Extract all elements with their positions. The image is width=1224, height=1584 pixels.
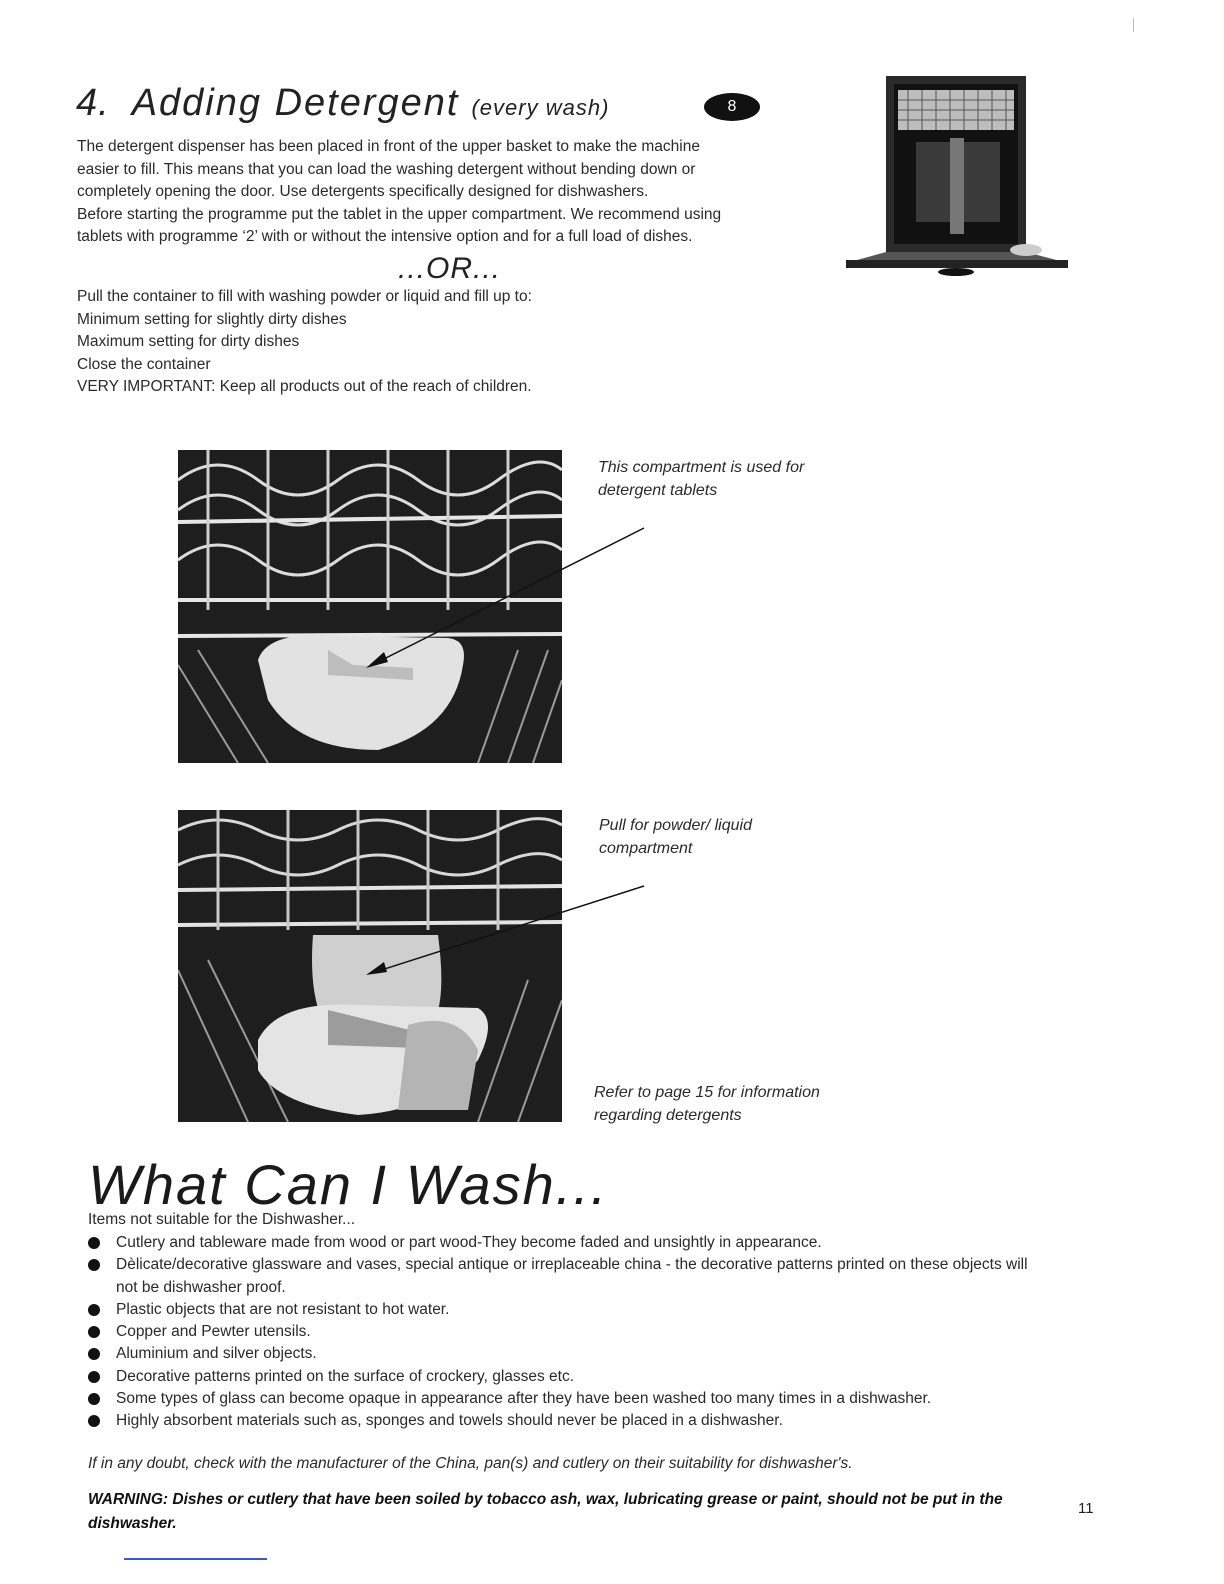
list-item — [88, 1410, 1048, 1432]
warning-text: WARNING: Dishes or cutlery that have been soiled by tobacco ash, wax, lubricating grease or paint, should not be put in the dishwasher. — [88, 1491, 1003, 1532]
list-item — [88, 1232, 1048, 1254]
list-item — [88, 1366, 1048, 1388]
refer-caption — [594, 1081, 820, 1127]
powder-line: Minimum setting for slightly dirty dishes — [77, 310, 347, 328]
bullet-dot — [88, 1326, 100, 1338]
powder-caption-line: Pull for powder/ liquid — [599, 817, 752, 834]
or-separator: ...OR... — [398, 252, 502, 285]
list-item — [88, 1254, 1048, 1299]
list-item — [88, 1299, 1048, 1321]
bullet-dot — [88, 1304, 100, 1316]
tablet-caption — [598, 456, 804, 502]
tablet-caption-line: detergent tablets — [598, 482, 718, 499]
list-item — [88, 1343, 1048, 1365]
footer-rule — [124, 1558, 267, 1560]
section-subtitle: (every wash) — [471, 95, 610, 120]
powder-line: Maximum setting for dirty dishes — [77, 333, 300, 350]
unsuitable-items-list — [88, 1232, 1048, 1433]
wash-intro: Items not suitable for the Dishwasher... — [88, 1211, 356, 1228]
tablet-caption-line: This compartment is used for — [598, 459, 805, 476]
list-item-text: Plastic objects that are not resistant to hot water. — [116, 1300, 450, 1318]
powder-line: Pull the container to fill with washing powder or liquid and fill up to: — [77, 288, 532, 305]
list-item-text: Some types of glass can become opaque in appearance after they have been washed too many times in a dishwasher. — [116, 1390, 932, 1408]
intro-line: Before starting the programme put the tablet in the upper compartment. We recommend using — [77, 205, 722, 223]
tablet-arrow-line — [372, 528, 644, 665]
doubt-note: If in any doubt, check with the manufacturer of the China, pan(s) and cutlery on their suitability for dishwasher's. — [88, 1455, 853, 1472]
refer-caption-line: Refer to page 15 for information — [594, 1084, 820, 1101]
list-item-text: Decorative patterns printed on the surface of crockery, glasses etc. — [116, 1367, 575, 1385]
list-item-text: Cutlery and tableware made from wood or part wood-They become faded and unsightly in appearance. — [116, 1234, 822, 1251]
powder-arrow-head — [366, 962, 387, 975]
page-number: 11 — [1078, 1500, 1094, 1517]
list-item-text: Dèlicate/decorative glassware and vases, special antique or irreplaceable china - the decorative patterns printed on these objects will not be dishwasher proof. — [116, 1256, 1028, 1296]
powder-line: Close the container — [77, 355, 211, 373]
list-item-text: Aluminium and silver objects. — [116, 1345, 317, 1363]
powder-caption-line: compartment — [599, 840, 693, 857]
refer-caption-line: regarding detergents — [594, 1107, 742, 1124]
intro-line: completely opening the door. Use detergents specifically designed for dishwashers. — [77, 183, 649, 200]
powder-arrow-line — [372, 886, 644, 973]
list-item-text: Copper and Pewter utensils. — [116, 1323, 311, 1341]
bullet-dot — [88, 1259, 100, 1271]
bullet-dot — [88, 1348, 100, 1360]
tablet-arrow-head — [366, 652, 388, 668]
intro-line: tablets with programme ‘2’ with or without the intensive option and for a full load of dishes. — [77, 228, 693, 245]
step-badge-number: 8 — [727, 98, 737, 115]
bullet-dot — [88, 1371, 100, 1383]
bullet-dot — [88, 1415, 100, 1427]
section-title: Adding Detergent — [131, 82, 460, 124]
powder-caption — [599, 814, 752, 860]
bullet-dot — [88, 1393, 100, 1405]
wash-title: What Can I Wash... — [88, 1153, 609, 1216]
list-item-text: Highly absorbent materials such as, sponges and towels should never be placed in a dishwasher. — [116, 1412, 783, 1430]
list-item — [88, 1321, 1048, 1343]
intro-line: The detergent dispenser has been placed in front of the upper basket to make the machine — [77, 138, 700, 155]
bullet-dot — [88, 1237, 100, 1249]
list-item — [88, 1388, 1048, 1410]
intro-line: easier to fill. This means that you can load the washing detergent without bending down or — [77, 160, 696, 178]
section-number: 4. — [76, 82, 110, 124]
powder-line: VERY IMPORTANT: Keep all products out of the reach of children. — [77, 378, 532, 395]
